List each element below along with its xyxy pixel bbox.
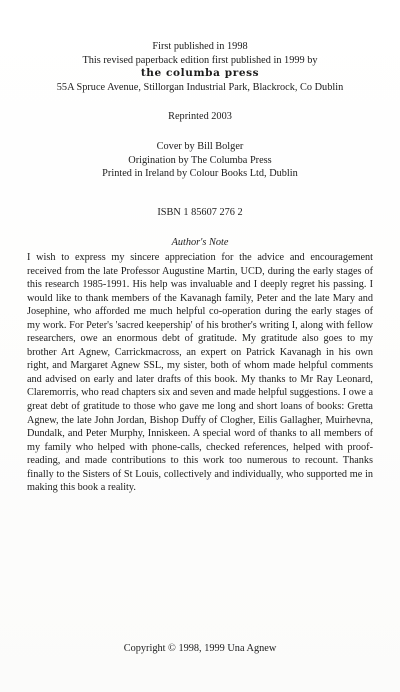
first-published-line: First published in 1998 xyxy=(152,41,248,52)
printer-credit: Printed in Ireland by Colour Books Ltd, Dublin xyxy=(102,168,298,180)
author-note-body: I wish to express my sincere appreciation for the advice and encouragement received from the late Professor Augustine Martin, UCD, during the early stages of this research 1985-1991. His help was invaluable and I deeply regret his passing. I would like to thank members of the Kavanagh family, Peter and the late Mary and Josephine, who afforded me much helpful co-operation during the early stages of my work. For Peter's 'sacred keepership' of his brother's writing I, along with fellow researchers, owe an enormous debt of gratitude. My gratitude also goes to my brother Art Agnew, Carrickmacross, an expert on Patrick Kavanagh in his own right, and Margaret Agnew SSL, my sister, both of whom made helpful comments and advised on early and later drafts of this book. My thanks to Mr Ray Leonard, Claremorris, who read chapters six and seven and made helpful suggestions. I owe a great debt of gratitude to those who gave me long and short loans of books: Gretta Agnew, the late John Jordan, Bishop Duffy of Clogher, Eilis Gallagher, Muirhevna, Dundalk, and Peter Murphy, Inniskeen. A special word of thanks to all members of my family who helped with phone-calls, checked references, helped with proof-reading, and made contributions to this work too numerous to recount. Thanks finally to the Sisters of St Louis, collectively and individually, who supported me in making this book a reality. xyxy=(27,252,373,494)
copyright-line: Copyright © 1998, 1999 Una Agnew xyxy=(123,643,277,654)
isbn: ISBN 1 85607 276 2 xyxy=(157,207,243,218)
cover-credit: Cover by Bill Bolger xyxy=(156,141,244,152)
revised-edition-line: This revised paperback edition first published in 1999 by xyxy=(82,54,318,66)
production-credits xyxy=(0,140,400,181)
publication-info xyxy=(0,40,400,94)
author-note-title: Author's Note xyxy=(171,237,229,248)
publisher-name: the columba press xyxy=(140,67,260,80)
origination-credit: Origination by The Columba Press xyxy=(128,154,272,166)
publisher-address: 55A Spruce Avenue, Stillorgan Industrial Park, Blackrock, Co Dublin xyxy=(56,81,344,93)
reprinted-line: Reprinted 2003 xyxy=(168,111,232,122)
